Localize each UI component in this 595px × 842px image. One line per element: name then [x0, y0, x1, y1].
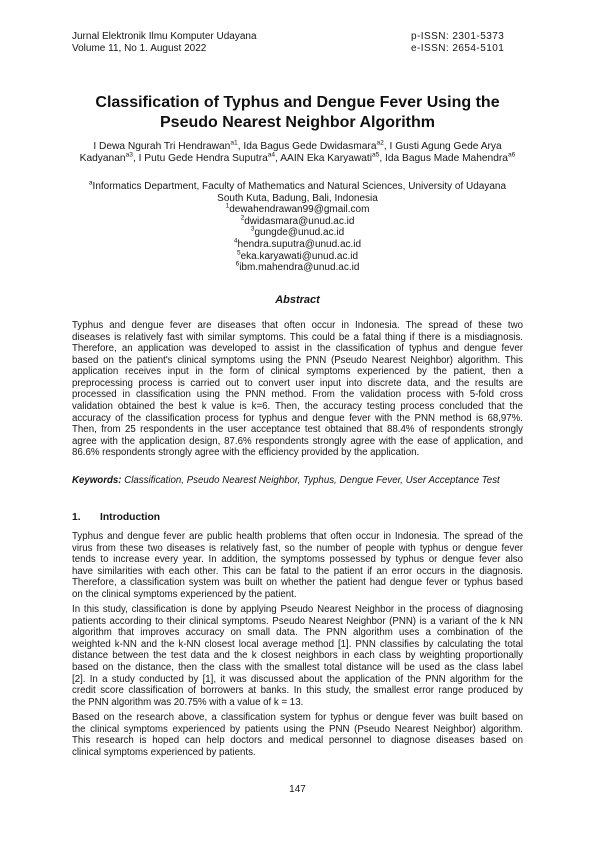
author	[93, 141, 240, 152]
paragraph-line: distance between the test data and the k closest neighbors in each class by weighting proportionally	[72, 650, 523, 662]
paragraph-line: Therefore, a classification system was built on whether the patient had dengue fever or typhus based	[72, 577, 523, 589]
paragraph-line: credit score classification of borrowers at banks. In this study, the smallest error range produced by	[72, 685, 523, 697]
author-separator: ,	[275, 153, 278, 164]
author-email	[72, 262, 523, 274]
author-affiliation-mark: a2	[376, 139, 384, 147]
author-list	[72, 141, 523, 165]
author	[139, 153, 278, 164]
paragraph-line: virus from these two diseases is relatively fast, so the number of people with typhus or dengue fever	[72, 542, 523, 554]
author-separator: ,	[383, 141, 387, 152]
e-issn: e-ISSN: 2654-5101	[411, 43, 505, 54]
abstract-heading: Abstract	[275, 294, 320, 306]
paragraph-line: the PNN algorithm was 20.75% with a value of k = 13.	[72, 696, 304, 708]
abstract-body	[72, 320, 523, 459]
affiliation-department-text: Informatics Department, Faculty of Mathematics and Natural Sciences, University of Udayana	[92, 181, 507, 192]
keywords-terms: Classification, Pseudo Nearest Neighbor, Typhus, Dengue Fever, User Acceptance Test	[124, 475, 500, 486]
running-header-right	[411, 31, 504, 55]
email-address: dewahendrawan99@gmail.com	[229, 204, 370, 216]
paragraph-line: on the clinical symptoms experienced by the patient.	[72, 588, 297, 600]
author-name: Ida Bagus Made Mahendra	[385, 153, 508, 164]
email-address: eka.karyawati@unud.ac.id	[240, 250, 359, 262]
author-separator: ,	[237, 141, 241, 152]
email-index-mark: 3	[250, 226, 255, 234]
abstract-line: agree with the application design, 87.6% respondents strongly agree with the ease of application, and	[72, 435, 523, 447]
section-number: 1.	[72, 512, 81, 523]
intro-paragraph-3	[72, 712, 523, 758]
intro-paragraph-1	[72, 531, 523, 600]
abstract-line: Then, from 25 respondents in the user acceptance test obtained that 88.4% of respondents strongly	[72, 424, 523, 436]
affiliation-mark: a	[88, 179, 93, 187]
paragraph-line: Typhus and dengue fever are public health problems that often occur in Indonesia. The spread of the	[72, 531, 523, 543]
email-index-mark: 2	[240, 214, 245, 222]
abstract-line: diseases is relatively fast with similar symptoms. This could be a fatal thing if there is a misdiagnosis.	[72, 331, 523, 343]
abstract-line: processed in classification using the PNN method. From the validation process with 5-fold cross	[72, 389, 523, 401]
section-heading	[72, 512, 272, 524]
author-affiliation-mark: a6	[507, 151, 516, 159]
abstract-line: validation obtained the best k value is k=6. Then, the accuracy testing process concluded that the	[72, 401, 523, 413]
paragraph-line: Based on the research above, a classification system for typhus or dengue fever was built based on	[72, 712, 523, 724]
paragraph-line: patients according to their clinical symptoms. Pseudo Nearest Neighbor (PNN) is a variant of the k NN	[72, 615, 523, 627]
paragraph-line: weighted k-NN and the k-NN closest local average method [1]. PNN classifies by calculating the total	[72, 638, 523, 650]
abstract-line: preprocessing process is carried out to convert user input into discrete data, and the results are	[72, 377, 523, 389]
author-email	[72, 251, 523, 263]
paragraph-line: [2]. In a study conducted by [1], it was discussed about the application of the PNN algorithm for the	[72, 673, 523, 685]
email-index-mark: 5	[236, 249, 241, 257]
author-name: I Putu Gede Hendra Suputra	[138, 153, 268, 164]
author	[385, 153, 515, 164]
author-email	[72, 204, 523, 216]
paper-title: Classification of Typhus and Dengue Fever Using the Pseudo Nearest Neighbor Algorithm	[95, 94, 500, 131]
intro-paragraph-2	[72, 604, 523, 708]
paragraph-line: clinical symptoms experienced by patients.	[72, 746, 256, 758]
email-index-mark: 1	[225, 202, 230, 210]
affiliation-department	[72, 181, 523, 193]
journal-name: Jurnal Elektronik Ilmu Komputer Udayana	[72, 31, 257, 42]
author-email	[72, 227, 523, 239]
author-email	[72, 239, 523, 251]
section-title: Introduction	[100, 512, 161, 523]
author-name: AAIN Eka Karyawati	[280, 153, 372, 164]
email-address: dwidasmara@unud.ac.id	[244, 215, 355, 227]
email-address: ibm.mahendra@unud.ac.id	[239, 262, 360, 274]
author	[280, 153, 382, 164]
abstract-line: Therefore, an application was developed to assist in the classification of typhus and dengue fever	[72, 343, 523, 355]
affiliation-address: South Kuta, Badung, Bali, Indonesia	[217, 192, 378, 204]
keywords-label: Keywords:	[72, 475, 122, 486]
email-address: hendra.suputra@unud.ac.id	[237, 238, 362, 250]
running-header-left	[72, 31, 257, 55]
email-address: gungde@unud.ac.id	[254, 227, 345, 239]
author-affiliation-mark: a3	[125, 151, 133, 159]
abstract-line: 86.6% respondents strongly agree with the efficiency provided by the application.	[72, 447, 420, 459]
author-name: Ida Bagus Gede Dwidasmara	[243, 141, 377, 152]
abstract-line: application receives input in the form of clinical symptoms experienced by the patient, then a	[72, 366, 523, 378]
p-issn: p-ISSN: 2301-5373	[411, 31, 505, 42]
author-affiliation-mark: a5	[371, 151, 380, 159]
author-name: I Dewa Ngurah Tri Hendrawan	[93, 141, 231, 152]
abstract-line: Typhus and dengue fever are diseases that often occur in Indonesia. The spread of these two	[72, 320, 523, 332]
keywords	[72, 475, 523, 487]
author	[243, 141, 386, 152]
paragraph-line: the clinical symptoms experienced by patients using the PNN (Pseudo Nearest Neighbor) algorithm.	[72, 723, 523, 735]
paragraph-line: tends to increase every year. In addition, the symptoms possessed by typhus or dengue fever also	[72, 554, 523, 566]
paragraph-line: algorithm that improves accuracy on small data. The PNN algorithm uses a combination of the	[72, 627, 523, 639]
author-separator: ,	[132, 153, 136, 164]
email-index-mark: 4	[233, 237, 238, 245]
author-email	[72, 216, 523, 228]
author-name: I Gusti Agung Gede Arya Kadyanan	[79, 141, 502, 164]
abstract-line: accuracy of the classification process for typhus and dengue fever with the PNN method is 68,97%.	[72, 412, 523, 424]
author-separator: ,	[379, 153, 383, 164]
author-affiliation-mark: a4	[267, 151, 276, 159]
affiliation-block	[72, 181, 523, 274]
email-index-mark: 6	[235, 260, 240, 268]
page-number: 147	[289, 784, 306, 795]
paragraph-line: This research is hoped can help doctors and medical personnel to diagnose diseases based on	[72, 735, 523, 747]
paragraph-line: based on the distance, then the class with the smallest total distance will be used as the class label	[72, 661, 523, 673]
journal-volume: Volume 11, No 1. August 2022	[72, 43, 207, 54]
author-affiliation-mark: a1	[230, 139, 238, 147]
paragraph-line: In this study, classification is done by applying Pseudo Nearest Neighbor in the process of diagnosing	[72, 604, 523, 616]
abstract-line: based on the patient's clinical symptoms using the PNN (Pseudo Nearest Neighbor) algorithm. This	[72, 354, 523, 366]
paragraph-line: have similarities with each other. This can be fatal to the patient if an error occurs in the diagnosis.	[72, 565, 523, 577]
